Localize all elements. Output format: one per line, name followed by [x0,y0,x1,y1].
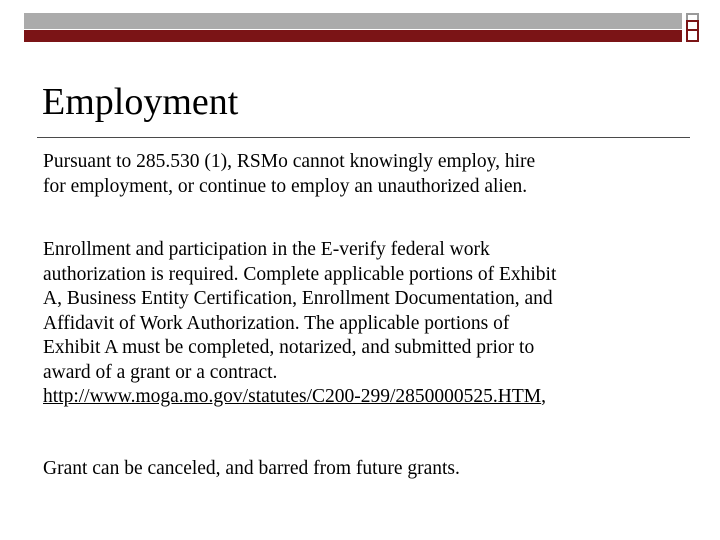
paragraph-penalty [43,457,703,482]
top-gray-band [24,13,682,29]
text-line: Pursuant to 285.530 (1), RSMo cannot knowingly employ, hire [43,151,536,172]
text-line [43,385,703,410]
text-line: authorization is required. Complete applicable portions of Exhibit [43,263,557,285]
text-line: Grant can be canceled, and barred from future grants. [43,458,460,479]
title-underline [37,137,690,138]
text-line: award of a grant or a contract. [43,361,278,383]
corner-square-bottom [686,29,699,42]
text-line: Exhibit A must be completed, notarized, and submitted prior to [43,337,535,358]
text-line: Affidavit of Work Authorization. The applicable portions of [43,312,510,334]
paragraph-everify [43,238,703,410]
slide-title: Employment [42,81,239,123]
text-line: Enrollment and participation in the E-verify federal work [43,239,490,260]
paragraph-statute [43,150,703,199]
top-red-band [24,30,682,42]
text-line: A, Business Entity Certification, Enrollment Documentation, and [43,288,553,309]
text-line: for employment, or continue to employ an unauthorized alien. [43,175,528,197]
statute-link[interactable]: http://www.moga.mo.gov/statutes/C200-299/2850000525.HTM [43,386,542,407]
link-suffix: , [541,386,547,407]
